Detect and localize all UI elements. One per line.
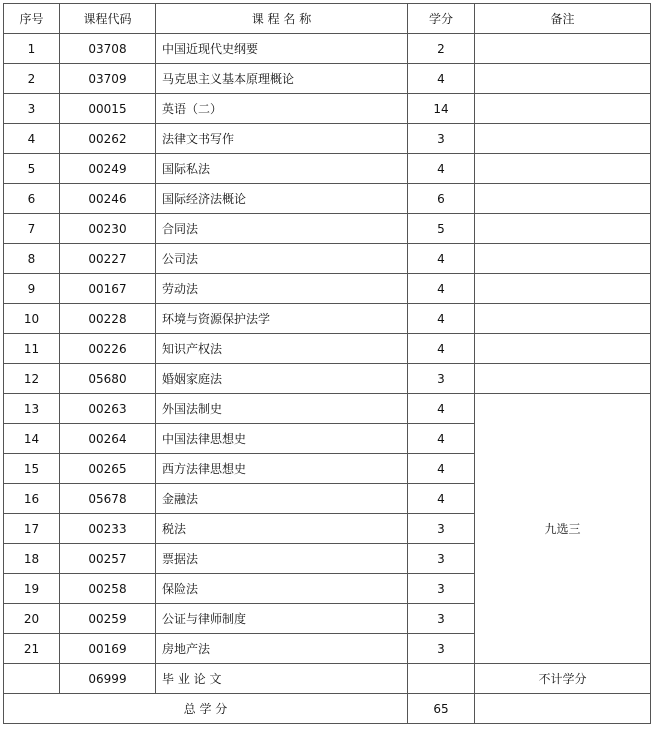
row-code: 00264 [60,424,156,454]
row-index: 9 [4,274,60,304]
thesis-code: 06999 [60,664,156,694]
row-name: 婚姻家庭法 [156,364,408,394]
row-index: 14 [4,424,60,454]
header-remark: 备注 [475,4,651,34]
total-row [4,694,651,724]
course-table [3,3,651,724]
table-row [4,34,651,64]
row-index: 13 [4,394,60,424]
row-remark [475,214,651,244]
row-code: 00228 [60,304,156,334]
row-remark [475,124,651,154]
row-index: 11 [4,334,60,364]
row-code: 00262 [60,124,156,154]
row-index: 19 [4,574,60,604]
row-credits: 3 [408,514,475,544]
row-code: 05678 [60,484,156,514]
row-credits: 3 [408,364,475,394]
total-remark [475,694,651,724]
header-row [4,4,651,34]
row-code: 00226 [60,334,156,364]
row-name: 外国法制史 [156,394,408,424]
row-name: 公司法 [156,244,408,274]
row-index: 1 [4,34,60,64]
row-name: 金融法 [156,484,408,514]
row-remark [475,154,651,184]
row-index: 2 [4,64,60,94]
row-code: 00265 [60,454,156,484]
thesis-row [4,664,651,694]
row-index: 12 [4,364,60,394]
row-remark [475,94,651,124]
table-row [4,184,651,214]
row-remark [475,184,651,214]
row-name: 法律文书写作 [156,124,408,154]
row-code: 00258 [60,574,156,604]
row-credits: 14 [408,94,475,124]
row-credits: 4 [408,424,475,454]
row-index: 5 [4,154,60,184]
row-code: 00167 [60,274,156,304]
row-remark [475,304,651,334]
header-code: 课程代码 [60,4,156,34]
row-code: 00230 [60,214,156,244]
row-credits: 3 [408,634,475,664]
row-code: 00169 [60,634,156,664]
header-index: 序号 [4,4,60,34]
total-label: 总 学 分 [4,694,408,724]
thesis-remark: 不计学分 [475,664,651,694]
row-name: 知识产权法 [156,334,408,364]
row-remark [475,64,651,94]
row-name: 劳动法 [156,274,408,304]
table-row [4,214,651,244]
row-credits: 3 [408,124,475,154]
row-name: 房地产法 [156,634,408,664]
row-code: 00246 [60,184,156,214]
row-remark [475,334,651,364]
row-credits: 4 [408,244,475,274]
table-row [4,94,651,124]
row-credits: 4 [408,454,475,484]
thesis-credits [408,664,475,694]
row-index: 4 [4,124,60,154]
row-remark [475,274,651,304]
row-index: 8 [4,244,60,274]
row-name: 马克思主义基本原理概论 [156,64,408,94]
row-name: 中国近现代史纲要 [156,34,408,64]
row-credits: 6 [408,184,475,214]
row-code: 00015 [60,94,156,124]
row-index: 17 [4,514,60,544]
table-row [4,244,651,274]
row-name: 保险法 [156,574,408,604]
row-index: 20 [4,604,60,634]
row-code: 00259 [60,604,156,634]
table-row [4,154,651,184]
row-name: 国际私法 [156,154,408,184]
row-name: 环境与资源保护法学 [156,304,408,334]
table-row [4,364,651,394]
elective-remark: 九选三 [475,394,651,664]
table-row [4,394,651,424]
row-index: 7 [4,214,60,244]
row-remark [475,244,651,274]
row-index: 15 [4,454,60,484]
row-credits: 5 [408,214,475,244]
row-index: 3 [4,94,60,124]
row-code: 00257 [60,544,156,574]
row-credits: 3 [408,574,475,604]
row-code: 00227 [60,244,156,274]
row-credits: 4 [408,394,475,424]
row-credits: 4 [408,274,475,304]
row-credits: 3 [408,604,475,634]
row-name: 英语（二） [156,94,408,124]
row-credits: 3 [408,544,475,574]
row-code: 03709 [60,64,156,94]
thesis-index [4,664,60,694]
thesis-name: 毕 业 论 文 [156,664,408,694]
row-index: 21 [4,634,60,664]
row-credits: 2 [408,34,475,64]
table-row [4,274,651,304]
row-code: 05680 [60,364,156,394]
row-credits: 4 [408,484,475,514]
row-name: 税法 [156,514,408,544]
row-remark [475,34,651,64]
header-credits: 学分 [408,4,475,34]
header-name: 课 程 名 称 [156,4,408,34]
row-code: 00249 [60,154,156,184]
row-name: 票据法 [156,544,408,574]
table-row [4,304,651,334]
row-credits: 4 [408,154,475,184]
row-credits: 4 [408,64,475,94]
table-row [4,334,651,364]
total-credits: 65 [408,694,475,724]
row-index: 6 [4,184,60,214]
table-row [4,124,651,154]
row-name: 西方法律思想史 [156,454,408,484]
row-index: 18 [4,544,60,574]
row-name: 公证与律师制度 [156,604,408,634]
table-row [4,64,651,94]
row-name: 中国法律思想史 [156,424,408,454]
row-index: 16 [4,484,60,514]
row-credits: 4 [408,304,475,334]
row-credits: 4 [408,334,475,364]
row-code: 00233 [60,514,156,544]
row-index: 10 [4,304,60,334]
row-name: 国际经济法概论 [156,184,408,214]
row-code: 03708 [60,34,156,64]
row-name: 合同法 [156,214,408,244]
row-code: 00263 [60,394,156,424]
row-remark [475,364,651,394]
